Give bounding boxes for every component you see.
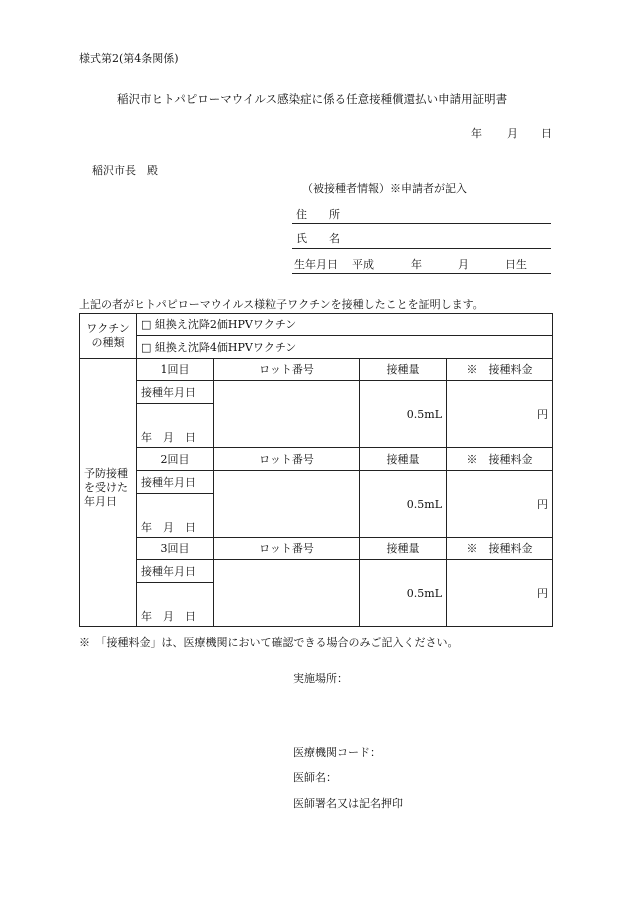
address-line [292, 223, 551, 224]
date-month: 月 [507, 127, 518, 140]
dose-1-amount-header: 接種量 [360, 359, 447, 381]
dose-1-date-label: 接種年月日 [137, 381, 214, 404]
dose-3-fee-unit[interactable]: 円 [447, 560, 553, 627]
vaccine-option-2valent[interactable]: □ 組換え沈降2価HPVワクチン [137, 314, 553, 336]
dose-3-amount-header: 接種量 [360, 538, 447, 560]
name-line [292, 248, 551, 249]
address-label: 住 所 [296, 208, 340, 221]
birth-month: 月 [458, 258, 469, 271]
date-year: 年 [471, 127, 482, 140]
dose-3-date-field[interactable] [137, 583, 214, 605]
dose-2-amount-header: 接種量 [360, 448, 447, 471]
dose-1-title: 1回目 [137, 359, 214, 381]
dose-1-date-fill: 年 月 日 [137, 426, 214, 448]
dose-2-lot-header: ロット番号 [214, 448, 360, 471]
birth-label: 生年月日 [294, 258, 338, 271]
addressee: 稲沢市長 殿 [92, 164, 158, 177]
dose-2-title: 2回目 [137, 448, 214, 471]
dose-1-lot-field[interactable] [214, 381, 360, 448]
birth-line [292, 273, 551, 274]
dose-1-date-field[interactable] [137, 404, 214, 426]
vaccine-type-label: ワクチン の種類 [80, 314, 137, 359]
birth-year: 年 [411, 258, 422, 271]
name-label: 氏 名 [296, 232, 340, 245]
dose-1-amount: 0.5mL [360, 381, 447, 448]
certificate-table [79, 313, 553, 627]
recipient-header: （被接種者情報）※申請者が記入 [302, 182, 467, 195]
dose-2-amount: 0.5mL [360, 471, 447, 538]
document-title: 稲沢市ヒトパピローマウイルス感染症に係る任意接種償還払い申請用証明書 [117, 92, 508, 106]
birth-era: 平成 [352, 258, 374, 271]
dose-2-date-field[interactable] [137, 494, 214, 516]
form-number: 様式第2(第4条関係) [79, 52, 179, 65]
dose-3-title: 3回目 [137, 538, 214, 560]
location-label: 実施場所： [293, 672, 348, 685]
statement: 上記の者がヒトパピローマウイルス様粒子ワクチンを接種したことを証明します。 [79, 298, 484, 311]
dose-3-date-label: 接種年月日 [137, 560, 214, 583]
doctor-sign-label: 医師署名又は記名押印 [293, 797, 403, 810]
vaccine-option-4valent[interactable]: □ 組換え沈降4価HPVワクチン [137, 336, 553, 359]
footnote: ※ 「接種料金」は、医療機関において確認できる場合のみご記入ください。 [79, 636, 459, 649]
dose-3-amount: 0.5mL [360, 560, 447, 627]
doctor-name-label: 医師名： [293, 771, 337, 784]
dose-1-lot-header: ロット番号 [214, 359, 360, 381]
dose-3-lot-header: ロット番号 [214, 538, 360, 560]
dose-3-lot-field[interactable] [214, 560, 360, 627]
dose-2-fee-unit[interactable]: 円 [447, 471, 553, 538]
dose-3-fee-header: ※ 接種料金 [447, 538, 553, 560]
dose-section-label: 予防接種 を受けた 年月日 [80, 359, 137, 627]
dose-2-fee-header: ※ 接種料金 [447, 448, 553, 471]
dose-1-fee-header: ※ 接種料金 [447, 359, 553, 381]
dose-2-lot-field[interactable] [214, 471, 360, 538]
dose-2-date-fill: 年 月 日 [137, 516, 214, 538]
birth-day: 日生 [505, 258, 527, 271]
institution-code-label: 医療機関コード： [293, 746, 381, 759]
dose-1-fee-unit[interactable]: 円 [447, 381, 553, 448]
dose-2-date-label: 接種年月日 [137, 471, 214, 494]
date-day: 日 [541, 127, 552, 140]
dose-3-date-fill: 年 月 日 [137, 605, 214, 627]
